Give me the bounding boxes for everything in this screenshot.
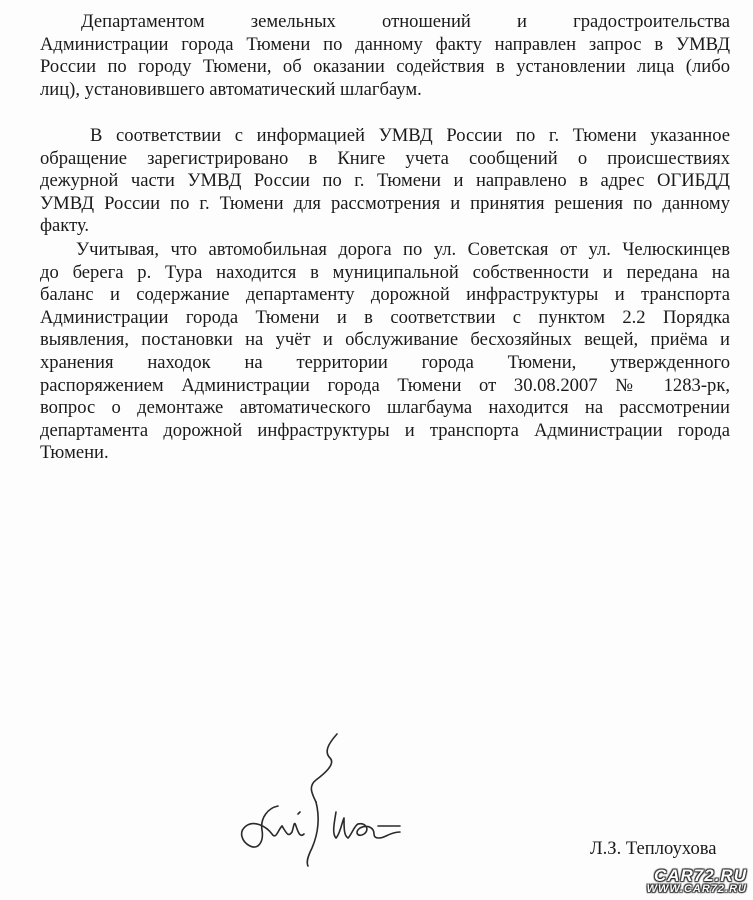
text-line: выявления, постановки на учёт и обслуживание бесхозяйных вещей, приёма и <box>40 329 730 351</box>
text-line: баланс и содержание департаменту дорожной инфраструктуры и транспорта <box>40 284 730 306</box>
handwritten-signature <box>232 722 432 872</box>
text-line: лиц), установившего автоматический шлагбаум. <box>40 78 422 100</box>
text-line: Администрации города Тюмени по данному факту направлен запрос в УМВД <box>40 33 730 55</box>
text-line: вопрос о демонтаже автоматического шлагбаума находится на рассмотрении <box>40 397 730 419</box>
signer-name: Л.З. Теплоухова <box>590 838 717 859</box>
watermark-url: WWW.CAR72.RU <box>646 883 747 896</box>
text-line: хранения находок на территории города Тюмени, утвержденного <box>40 351 730 373</box>
text-line: факту. <box>40 215 90 237</box>
watermark-brand: CAR72.RU <box>653 865 747 885</box>
text-line: Учитывая, что автомобильная дорога по ул. Советская от ул. Челюскинцев <box>76 239 730 260</box>
text-line: департамента дорожной инфраструктуры и транспорта Администрации города <box>40 419 730 441</box>
paragraph-1 <box>40 11 730 101</box>
paragraph-2 <box>40 125 730 238</box>
text-line: УМВД России по г. Тюмени для рассмотрения и принятия решения по данному <box>40 192 730 214</box>
text-line: Администрации города Тюмени и в соответствии с пунктом 2.2 Порядка <box>40 306 730 328</box>
site-watermark <box>647 867 747 896</box>
paragraph-3 <box>40 239 730 465</box>
text-line: распоряжением Администрации города Тюмени от 30.08.2007 № 1283-рк, <box>40 374 730 396</box>
text-line: Департаментом земельных отношений и градостроительства <box>81 11 730 32</box>
text-line: России по городу Тюмени, об оказании содействия в установлении лица (либо <box>40 56 730 78</box>
text-line: до берега р. Тура находится в муниципальной собственности и передана на <box>40 261 730 283</box>
text-line: В соответствии с информацией УМВД России по г. Тюмени указанное <box>90 125 730 146</box>
text-line: Тюмени. <box>40 442 109 464</box>
text-line: дежурной части УМВД России по г. Тюмени и направлено в адрес ОГИБДД <box>40 170 730 192</box>
text-line: обращение зарегистрировано в Книге учета сообщений о происшествиях <box>40 147 730 169</box>
